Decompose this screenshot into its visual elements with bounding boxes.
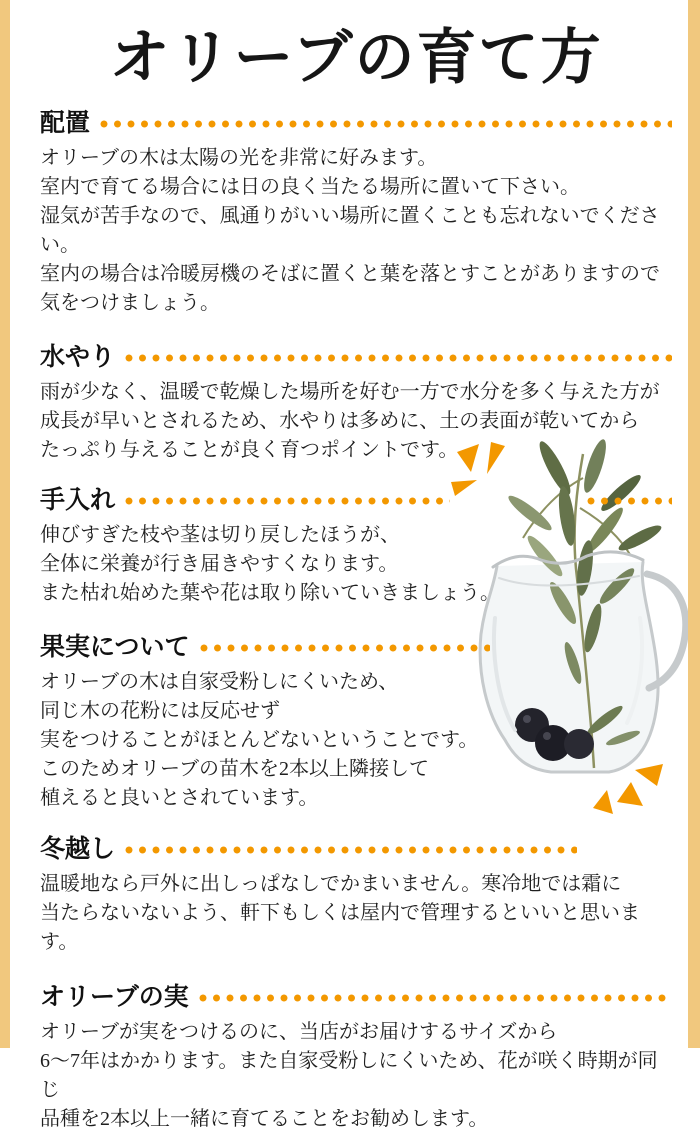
section-body: [40, 1018, 672, 1134]
section-body: [40, 870, 672, 957]
dotted-divider: [125, 846, 577, 854]
section-heading-row: [40, 485, 672, 517]
section-heading-row: [40, 632, 672, 664]
dotted-divider: [125, 497, 450, 505]
body-line: 同じ木の花粉には反応せず: [40, 700, 280, 722]
section-body: [40, 521, 672, 608]
body-line: 室内の場合は冷暖房機のそばに置くと葉を落とすことがありますので: [40, 263, 660, 285]
section-heading: 冬越し: [40, 836, 116, 863]
section-fruit: [40, 632, 672, 813]
dotted-divider: [125, 354, 672, 362]
body-line: 伸びすぎた枝や茎は切り戻したほうが、: [40, 524, 400, 546]
section-overwintering: [40, 834, 672, 957]
body-line: 雨が少なく、温暖で乾燥した場所を好む一方で水分を多く与えた方が: [40, 381, 660, 403]
body-line: このためオリーブの苗木を2本以上隣接して: [40, 758, 429, 780]
body-line: 気をつけましょう。: [40, 292, 220, 314]
section-heading: 水やり: [40, 344, 116, 371]
section-heading: 手入れ: [40, 487, 116, 514]
body-line: オリーブの木は自家受粉しにくいため、: [40, 671, 399, 693]
section-heading-row: [40, 834, 672, 866]
body-line: また枯れ始めた葉や花は取り除いていきましょう。: [40, 582, 500, 604]
body-line: 湿気が苦手なので、風通りがいい場所に置くことも忘れないでください。: [40, 205, 660, 256]
section-watering: [40, 342, 672, 465]
body-line: 品種を2本以上一緒に育てることをお勧めします。: [40, 1108, 489, 1130]
section-heading: 配置: [40, 110, 91, 137]
body-line: 全体に栄養が行き届きやすくなります。: [40, 553, 399, 575]
body-line: 実をつけることがほとんどないということです。: [40, 729, 479, 751]
section-heading: 果実について: [40, 634, 190, 661]
body-line: 植えると良いとされています。: [40, 787, 319, 809]
body-line: 温暖地なら戸外に出しっぱなしでかまいません。寒冷地では霜に: [40, 873, 622, 895]
section-body: [40, 144, 672, 318]
section-olive-fruit: [40, 982, 672, 1134]
section-pruning: [40, 485, 672, 608]
dotted-divider: [199, 994, 672, 1002]
body-line: オリーブの木は太陽の光を非常に好みます。: [40, 147, 438, 169]
section-heading-row: [40, 342, 672, 374]
dotted-divider: [200, 644, 490, 652]
body-line: 当たらないないよう、軒下もしくは屋内で管理するといいと思います。: [40, 902, 640, 953]
section-heading-row: [40, 108, 672, 140]
section-body: [40, 378, 672, 465]
section-heading-row: [40, 982, 672, 1014]
section-body: [40, 668, 672, 813]
page-title: オリーブの育て方: [109, 25, 603, 91]
section-heading: オリーブの実: [40, 984, 189, 1011]
body-line: 室内で育てる場合には日の良く当たる場所に置いて下さい。: [40, 176, 580, 198]
body-line: オリーブが実をつけるのに、当店がお届けするサイズから: [40, 1021, 558, 1043]
page-left-border: [0, 0, 10, 1048]
dotted-divider: [587, 497, 672, 505]
dotted-divider: [100, 120, 672, 128]
body-line: 6～7年はかかります。また自家受粉しにくいため、花が咲く時期が同じ: [40, 1050, 658, 1101]
body-line: たっぷり与えることが良く育つポイントです。: [40, 439, 459, 461]
body-line: 成長が早いとされるため、水やりは多めに、土の表面が乾いてから: [40, 410, 640, 432]
section-placement: [40, 108, 672, 318]
page-right-border: [688, 0, 700, 1048]
